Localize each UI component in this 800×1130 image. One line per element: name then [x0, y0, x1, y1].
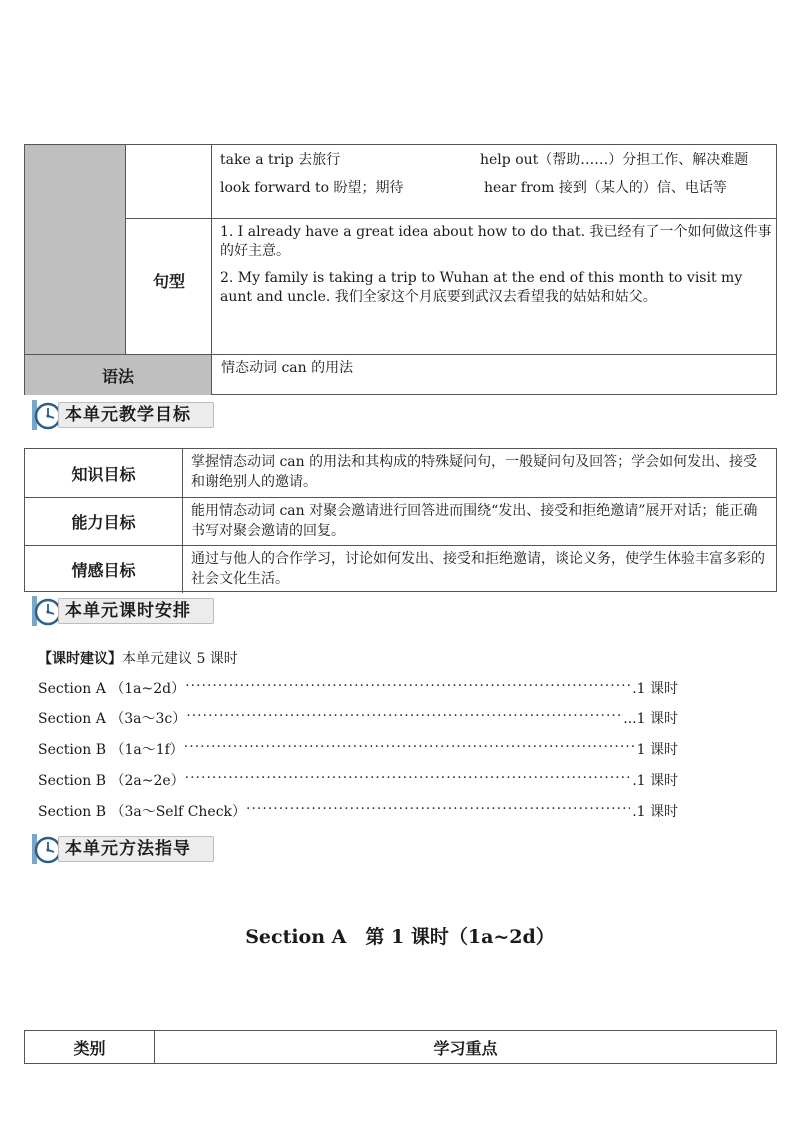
focus-table-category-header: 类别: [25, 1031, 155, 1063]
phrase-item: help out（帮助……）分担工作、解决难题: [480, 152, 749, 168]
schedule-section: Section B （3a～Self Check）: [38, 804, 247, 820]
schedule-hours: 1 课时: [636, 742, 678, 758]
phrase-label-cell: [126, 145, 212, 219]
objective-row: [25, 545, 776, 593]
schedule-section: Section A （3a～3c）: [38, 711, 187, 727]
phrases-cell: [212, 145, 776, 219]
objectives-table: [24, 448, 777, 592]
grammar-text: 情态动词 can 的用法: [221, 360, 354, 376]
grammar-row: [25, 354, 776, 395]
method-heading-label: 本单元方法指导: [58, 836, 214, 862]
schedule-heading: [28, 594, 218, 628]
leader-dots: [186, 708, 621, 728]
schedule-suggestion-label: 【课时建议】: [38, 651, 122, 667]
leader-dots: [185, 770, 631, 790]
schedule-suggestion: [38, 648, 238, 668]
schedule-hours: .1 课时: [632, 681, 678, 697]
schedule-line: [38, 770, 678, 790]
objective-label: 情感目标: [25, 546, 183, 593]
schedule-hours: .1 课时: [632, 804, 678, 820]
objective-text: 通过与他人的合作学习，讨论如何发出、接受和拒绝邀请，谈论义务，使学生体验丰富多彩的社会文化生活。: [191, 551, 765, 587]
schedule-heading-label: 本单元课时安排: [58, 598, 214, 624]
phrase-item: hear from 接到（某人的）信、电话等: [484, 180, 727, 196]
sentence-2: 2. My family is taking a trip to Wuhan at the end of this month to visit my aunt and uncle. 我们全家这个月底要到武汉去看望我的姑姑和姑父。: [220, 270, 743, 305]
leader-dots: [184, 739, 635, 759]
schedule-hours: ...1 课时: [623, 711, 678, 727]
schedule-section: Section A （1a~2d）: [38, 681, 186, 697]
leader-dots: [246, 801, 630, 821]
objective-text: 能用情态动词 can 对聚会邀请进行回答进而围绕“发出、接受和拒绝邀请”展开对话；能正确书写对聚会邀请的回复。: [191, 503, 758, 539]
schedule-line: [38, 678, 678, 698]
focus-table-focus-header: 学习重点: [433, 1038, 498, 1058]
sentences-cell: [212, 219, 776, 354]
phrase-item: take a trip 去旅行: [220, 152, 341, 168]
focus-table: [24, 1030, 777, 1064]
phrase-item: look forward to 盼望；期待: [220, 180, 404, 196]
leader-dots: [185, 678, 630, 698]
objective-label: 能力目标: [25, 498, 183, 545]
schedule-section: Section B （2a~2e）: [38, 773, 185, 789]
goals-heading: [28, 398, 218, 432]
schedule-line: [38, 708, 678, 728]
sentence-1: 1. I already have a great idea about how to do that. 我已经有了一个如何做这件事的好主意。: [220, 224, 772, 259]
schedule-line: [38, 801, 678, 821]
vocab-table: [24, 144, 777, 395]
method-heading: [28, 832, 218, 866]
pattern-label-cell: [126, 219, 212, 354]
section-title: Section A 第 1 课时（1a~2d）: [245, 926, 555, 948]
schedule-section: Section B （1a～1f）: [38, 742, 184, 758]
objective-label: 知识目标: [25, 449, 183, 497]
vocab-table-shaded-cell: [25, 145, 126, 354]
pattern-label: 句型: [152, 272, 185, 291]
goals-heading-label: 本单元教学目标: [58, 402, 214, 428]
grammar-label: 语法: [25, 355, 212, 395]
objective-text: 掌握情态动词 can 的用法和其构成的特殊疑问句，一般疑问句及回答；学会如何发出、接受和谢绝别人的邀请。: [191, 454, 758, 490]
schedule-line: [38, 739, 678, 759]
objective-row: [25, 497, 776, 545]
objective-row: [25, 449, 776, 497]
schedule-suggestion-text: 本单元建议 5 课时: [122, 651, 238, 667]
schedule-hours: .1 课时: [632, 773, 678, 789]
